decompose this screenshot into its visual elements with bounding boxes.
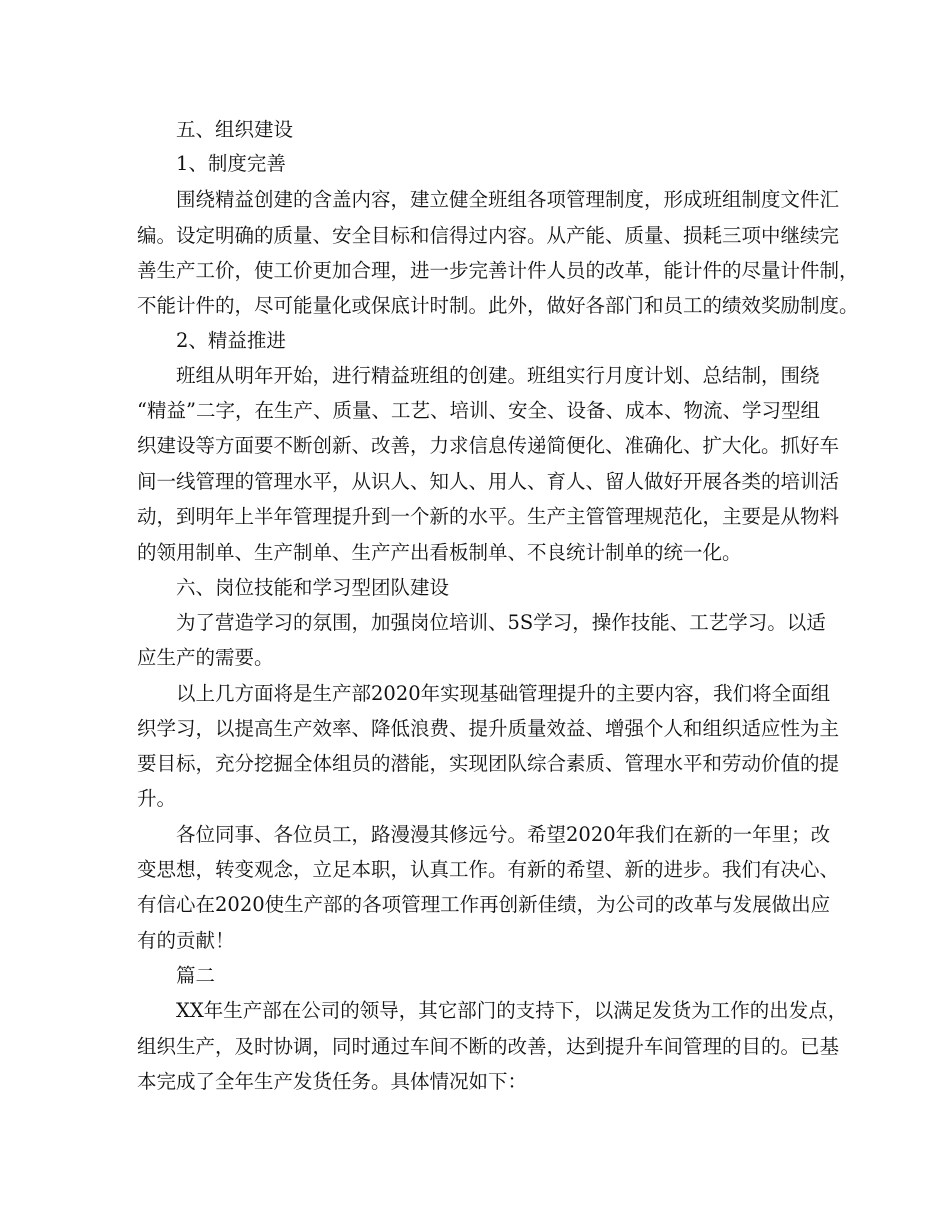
paragraph-line: 动，到明年上半年管理提升到一个新的水平。生产主管管理规范化，主要是从物料 xyxy=(137,505,840,528)
section-heading-part-two: 篇二 xyxy=(176,964,216,987)
subheading-system-improvement: 1、制度完善 xyxy=(176,152,286,175)
paragraph-line: 不能计件的，尽可能量化或保底计时制。此外，做好各部门和员工的绩效奖励制度。 xyxy=(137,294,859,317)
section-heading-organization: 五、组织建设 xyxy=(176,118,294,141)
paragraph-line: 间一线管理的管理水平，从识人、知人、用人、育人、留人做好开展各类的培训活 xyxy=(137,470,840,493)
paragraph-line: 的领用制单、生产制单、生产产出看板制单、不良统计制单的统一化。 xyxy=(137,541,742,564)
paragraph-line: 有的贡献！ xyxy=(137,929,235,952)
paragraph-line: 组织生产，及时协调，同时通过车间不断的改善，达到提升车间管理的目的。已基 xyxy=(137,1035,840,1058)
paragraph-line: 织建设等方面要不断创新、改善，力求信息传递简便化、准确化、扩大化。抓好车 xyxy=(137,434,840,457)
paragraph-line: 变思想，转变观念，立足本职，认真工作。有新的希望、新的进步。我们有决心、 xyxy=(137,858,840,881)
subheading-lean-promotion: 2、精益推进 xyxy=(176,329,286,352)
paragraph-line: 为了营造学习的氛围，加强岗位培训、5S学习，操作技能、工艺学习。以适 xyxy=(176,611,826,634)
paragraph-line: 有信心在2020使生产部的各项管理工作再创新佳绩，为公司的改革与发展做出应 xyxy=(137,893,831,916)
paragraph-line: 织学习，以提高生产效率、降低浪费、提升质量效益、增强个人和组织适应性为主 xyxy=(137,717,840,740)
paragraph-line: 各位同事、各位员工，路漫漫其修远兮。希望2020年我们在新的一年里；改 xyxy=(176,823,831,846)
paragraph-line: 要目标，充分挖掘全体组员的潜能，实现团队综合素质、管理水平和劳动价值的提 xyxy=(137,752,840,775)
paragraph-line: “精益”二字，在生产、质量、工艺、培训、安全、设备、成本、物流、学习型组 xyxy=(137,399,820,422)
section-heading-skills-team: 六、岗位技能和学习型团队建设 xyxy=(176,576,450,599)
paragraph-line: XX年生产部在公司的领导，其它部门的支持下，以满足发货为工作的出发点， xyxy=(176,999,848,1022)
paragraph-line: 本完成了全年生产发货任务。具体情况如下： xyxy=(137,1070,528,1093)
paragraph-line: 应生产的需要。 xyxy=(137,646,274,669)
paragraph-line: 升。 xyxy=(137,787,177,810)
paragraph-line: 班组从明年开始，进行精益班组的创建。班组实行月度计划、总结制，围绕 xyxy=(176,364,820,387)
paragraph-line: 善生产工价，使工价更加合理，进一步完善计件人员的改革，能计件的尽量计件制， xyxy=(137,259,859,282)
paragraph-line: 围绕精益创建的含盖内容，建立健全班组各项管理制度，形成班组制度文件汇 xyxy=(176,188,840,211)
paragraph-line: 以上几方面将是生产部2020年实现基础管理提升的主要内容，我们将全面组 xyxy=(176,682,831,705)
paragraph-line: 编。设定明确的质量、安全目标和信得过内容。从产能、质量、损耗三项中继续完 xyxy=(137,224,840,247)
